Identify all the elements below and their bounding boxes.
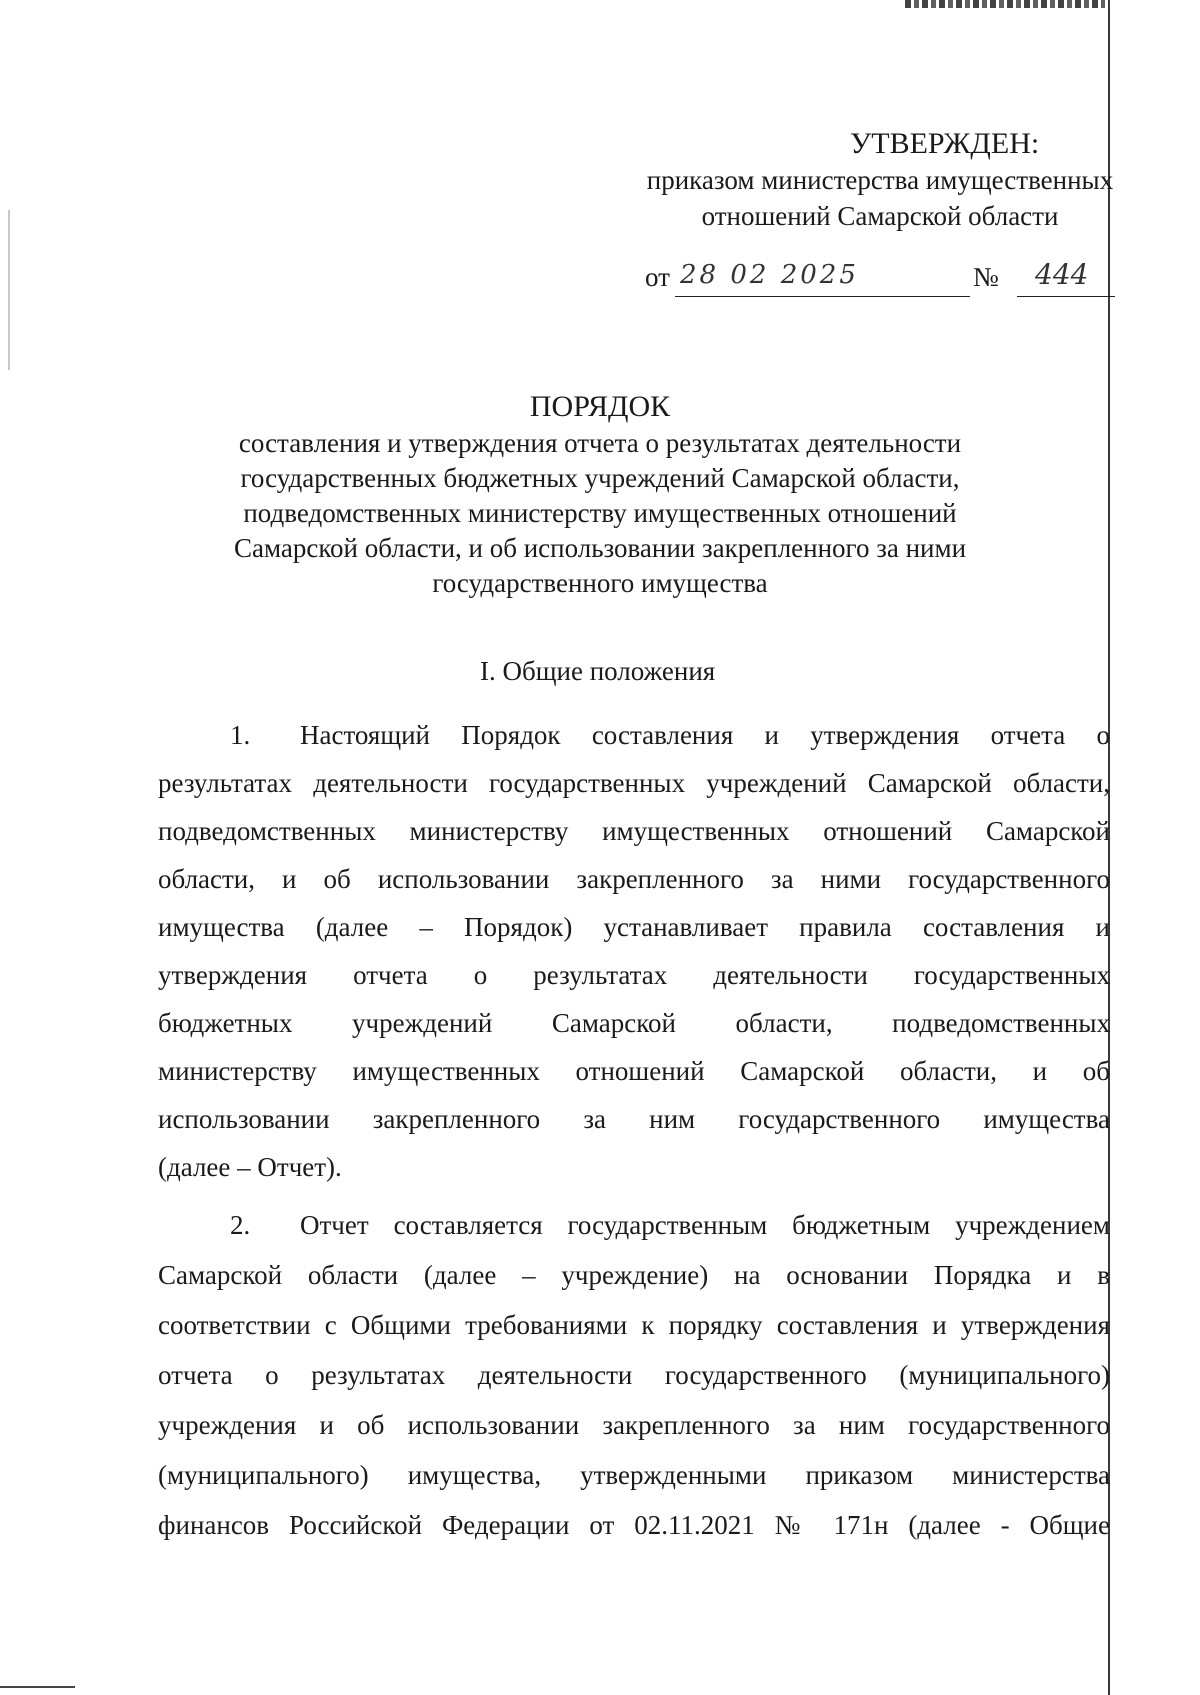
paragraph-line: области, и об использовании закрепленного за ними государственного bbox=[158, 864, 1110, 894]
approval-order-line: приказом министерства имущественных bbox=[646, 165, 1114, 195]
approval-title: УТВЕРЖДЕН: bbox=[850, 127, 1040, 160]
approval-date-row bbox=[645, 258, 1115, 302]
scan-artifact-bottom bbox=[0, 1686, 75, 1688]
paragraph-line: учреждения и об использовании закрепленного за ним государственного bbox=[158, 1410, 1110, 1440]
subtitle-line: Самарской области, и об использовании закрепленного за ними bbox=[233, 533, 967, 563]
subtitle-line: государственного имущества bbox=[432, 568, 768, 598]
date-prefix: от bbox=[645, 262, 670, 292]
approval-block bbox=[620, 126, 1140, 234]
paragraph-line: результатах деятельности государственных учреждений Самарской области, bbox=[158, 768, 1110, 798]
paragraph-line: соответствии с Общими требованиями к порядку составления и утверждения bbox=[158, 1310, 1110, 1340]
paragraph-line: (муниципального) имущества, утвержденными приказом министерства bbox=[158, 1460, 1110, 1490]
paragraph-first-line-text: Отчет составляется государственным бюджетным учреждением bbox=[300, 1210, 1110, 1240]
paragraph-line: имущества (далее – Порядок) устанавливает правила составления и bbox=[158, 912, 1110, 942]
date-underline bbox=[675, 296, 970, 297]
paragraph-line: подведомственных министерству имущественных отношений Самарской bbox=[158, 816, 1110, 846]
paragraph-number: 2. bbox=[230, 1210, 251, 1240]
paragraph-line: использовании закрепленного за ним государственного имущества bbox=[158, 1104, 1110, 1134]
paragraph-line: бюджетных учреждений Самарской области, подведомственных bbox=[158, 1008, 1110, 1038]
approval-ministry-line: отношений Самарской области bbox=[701, 201, 1059, 231]
paragraph-line: утверждения отчета о результатах деятельности государственных bbox=[158, 960, 1110, 990]
paragraph-line bbox=[158, 1208, 1110, 1242]
subtitle-line: составления и утверждения отчета о результатах деятельности bbox=[238, 428, 962, 458]
paragraph-number: 1. bbox=[230, 720, 251, 750]
number-sign: № bbox=[973, 262, 999, 292]
paragraph-line: (далее – Отчет). bbox=[158, 1152, 342, 1182]
paragraph-line: финансов Российской Федерации от 02.11.2021 № 171н (далее - Общие bbox=[158, 1510, 1110, 1540]
scan-artifact-left-edge bbox=[8, 210, 10, 370]
paragraph-line: Самарской области (далее – учреждение) на основании Порядка и в bbox=[158, 1260, 1110, 1290]
paragraph-line: отчета о результатах деятельности государственного (муниципального) bbox=[158, 1360, 1110, 1390]
subtitle-line: подведомственных министерству имущественных отношений bbox=[243, 498, 957, 528]
handwritten-date: 28 02 2025 bbox=[680, 260, 859, 290]
document-heading bbox=[150, 388, 1050, 601]
handwritten-number: 444 bbox=[1035, 258, 1089, 291]
subtitle-line: государственных бюджетных учреждений Самарской области, bbox=[240, 463, 960, 493]
document-title: ПОРЯДОК bbox=[529, 390, 671, 423]
paragraph-line: министерству имущественных отношений Самарской области, и об bbox=[158, 1056, 1110, 1086]
paragraph-line bbox=[158, 718, 1110, 752]
section-title: I. Общие положения bbox=[480, 656, 716, 686]
paragraph-first-line-text: Настоящий Порядок составления и утверждения отчета о bbox=[300, 720, 1110, 750]
number-underline bbox=[1017, 296, 1115, 297]
scan-artifact-top bbox=[905, 0, 1105, 8]
